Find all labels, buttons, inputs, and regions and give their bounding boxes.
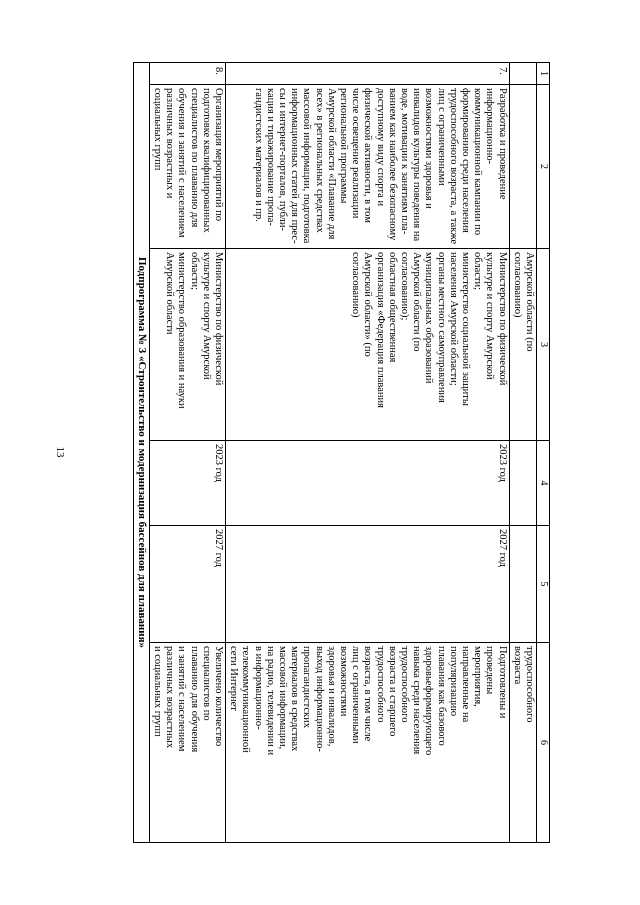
header-col-4: 4 xyxy=(537,441,550,526)
executor: Министерство по физической культуре и спорту Амурской области; министерство образования и науки Амурской области xyxy=(149,249,225,441)
end-date: 2027 год xyxy=(149,526,225,643)
continuation-start xyxy=(509,441,536,526)
activity-name: Разработка и проведение информационно- коммуникационной кампании по формированию среди населения трудоспособного возраста, а также лиц с ограниченными возможностями здоровья и инвалидов культуры поведения на воде, мотивации к занятиям пла- ванием как наиболее безопасному доступному виду спорта и физической активности, в том числе освещение реализации региональной программы Амурской области «Плавание для всех» в региональных средствах массовой информации, подготовка информационных статей для прес- сы и интернет-порталов, публи- кация и тиражирование пропа- гандистских материалов и пр. xyxy=(225,85,509,249)
rotated-table-container xyxy=(90,62,550,842)
header-col-5: 5 xyxy=(537,526,550,643)
continuation-name xyxy=(509,85,536,249)
header-col-2: 2 xyxy=(537,85,550,249)
start-date: 2023 год xyxy=(149,441,225,526)
header-col-3: 3 xyxy=(537,249,550,441)
executor: Министерство по физической культуре и спорту Амурской области; министерство социальной защиты населения Амурской области; органы местного самоуправления муниципальных образований Амурской области (по согласованию); областная общественная организация «Федерация плавания Амурской области» (по согласованию) xyxy=(225,249,509,441)
table-row xyxy=(149,63,225,843)
table-row xyxy=(225,63,509,843)
start-date: 2023 год xyxy=(225,441,509,526)
expected-result: Увеличено количество специалистов по плаванию для обучения и занятий с населением различных возрастных и социальных групп xyxy=(149,643,225,843)
header-col-6: 6 xyxy=(537,643,550,843)
continuation-end xyxy=(509,526,536,643)
subprogram-row xyxy=(134,63,149,843)
continuation-row xyxy=(509,63,536,843)
activities-table xyxy=(134,62,551,843)
continuation-executor: Амурской области (по согласованию) xyxy=(509,249,536,441)
row-number: 7. xyxy=(225,63,509,85)
activity-name: Организация мероприятий по подготовке квалифицированных специалистов по плаванию для обучения и занятий с населением различных возрастных и социальных групп xyxy=(149,85,225,249)
row-number: 8. xyxy=(149,63,225,85)
subprogram-title: Подпрограмма № 3 «Строительство и модернизация бассейнов для плавания» xyxy=(134,63,149,843)
end-date: 2027 год xyxy=(225,526,509,643)
continuation-result: трудоспособного возраста xyxy=(509,643,536,843)
continuation-num xyxy=(509,63,536,85)
header-col-1: 1 xyxy=(537,63,550,85)
header-row xyxy=(537,63,550,843)
expected-result: Подготовлены и проведены мероприятия, направленные на популяризацию плавания как базового здоровьеформирующего навыка среди населения трудоспособного возраста и старшего трудоспособного возраста, в том числе лиц с ограниченными возможностями здоровья и инвалидов, выход информационно- пропагандистских материалов в средствах массовой информации, на радио, телевидении и в информационно- телекоммуникационной сети Интернет xyxy=(225,643,509,843)
page-number: 13 xyxy=(54,446,66,458)
